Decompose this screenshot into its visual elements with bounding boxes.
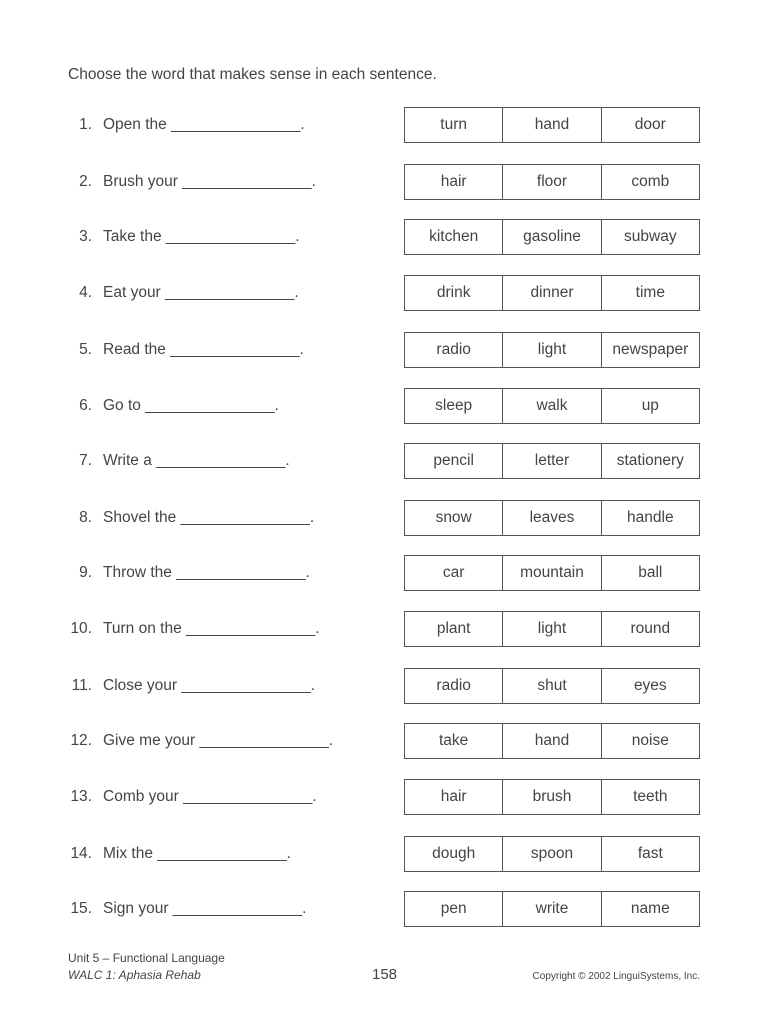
item-sentence: Shovel the _______________. [103, 509, 315, 526]
choice-option[interactable]: floor [502, 165, 600, 199]
item-sentence: Eat your _______________. [103, 284, 299, 301]
item-sentence: Take the _______________. [103, 228, 300, 245]
item-sentence: Give me your _______________. [103, 732, 334, 749]
choice-option[interactable]: kitchen [429, 228, 479, 245]
page-number: 158 [372, 966, 398, 983]
choice-option[interactable]: door [601, 108, 699, 142]
exercise-row [0, 106, 768, 144]
choice-option[interactable]: fast [601, 837, 699, 871]
item-number: 1. [79, 116, 92, 133]
choice-option[interactable]: letter [502, 444, 600, 478]
choice-box [404, 500, 700, 536]
choice-option[interactable]: stationery [601, 444, 699, 478]
choice-option[interactable]: subway [601, 220, 699, 254]
choice-option[interactable]: hair [440, 173, 467, 190]
item-number: 2. [79, 173, 92, 190]
choice-box [404, 723, 700, 759]
choice-option[interactable]: sleep [435, 397, 473, 414]
choice-box [404, 779, 700, 815]
choice-box [404, 275, 700, 311]
choice-option[interactable]: leaves [502, 501, 600, 535]
choice-option[interactable]: car [442, 564, 465, 581]
instructions: Choose the word that makes sense in each sentence. [68, 66, 437, 83]
choice-option[interactable]: brush [502, 780, 600, 814]
item-number: 13. [70, 788, 92, 805]
choice-option[interactable]: teeth [601, 780, 699, 814]
footer-course: WALC 1: Aphasia Rehab [68, 968, 201, 982]
exercise-row [0, 890, 768, 928]
choice-option[interactable]: comb [601, 165, 699, 199]
choice-box [404, 555, 700, 591]
item-number: 11. [71, 677, 92, 694]
choice-box [404, 668, 700, 704]
exercise-row [0, 835, 768, 873]
item-number: 8. [79, 509, 92, 526]
item-sentence: Throw the _______________. [103, 564, 310, 581]
choice-box [404, 836, 700, 872]
choice-option[interactable]: shut [502, 669, 600, 703]
choice-option[interactable]: take [439, 732, 469, 749]
item-sentence: Close your _______________. [103, 677, 316, 694]
item-sentence: Read the _______________. [103, 341, 304, 358]
choice-option[interactable]: light [502, 333, 600, 367]
choice-box [404, 388, 700, 424]
choice-option[interactable]: pen [440, 900, 467, 917]
choice-option[interactable]: ball [601, 556, 699, 590]
choice-option[interactable]: eyes [601, 669, 699, 703]
choice-option[interactable]: dinner [502, 276, 600, 310]
choice-option[interactable]: hand [502, 108, 600, 142]
footer-left [68, 950, 225, 984]
choice-option[interactable]: spoon [502, 837, 600, 871]
item-number: 3. [79, 228, 92, 245]
item-sentence: Sign your _______________. [103, 900, 307, 917]
exercise-row [0, 667, 768, 705]
item-number: 10. [70, 620, 92, 637]
item-sentence: Comb your _______________. [103, 788, 317, 805]
choice-option[interactable]: snow [435, 509, 472, 526]
choice-box [404, 219, 700, 255]
item-sentence: Write a _______________. [103, 452, 290, 469]
item-number: 4. [79, 284, 92, 301]
exercise-row [0, 331, 768, 369]
choice-box [404, 611, 700, 647]
item-number: 15. [70, 900, 92, 917]
choice-option[interactable]: plant [436, 620, 471, 637]
choice-option[interactable]: pencil [433, 452, 474, 469]
item-sentence: Open the _______________. [103, 116, 305, 133]
item-number: 12. [70, 732, 92, 749]
choice-option[interactable]: gasoline [502, 220, 600, 254]
choice-option[interactable]: drink [436, 284, 471, 301]
choice-option[interactable]: hand [502, 724, 600, 758]
exercise-row [0, 554, 768, 592]
exercise-row [0, 778, 768, 816]
item-sentence: Turn on the _______________. [103, 620, 320, 637]
exercise-row [0, 442, 768, 480]
choice-option[interactable]: write [502, 892, 600, 926]
footer-unit: Unit 5 – Functional Language [68, 951, 225, 965]
item-sentence: Mix the _______________. [103, 845, 291, 862]
choice-box [404, 164, 700, 200]
choice-option[interactable]: handle [601, 501, 699, 535]
choice-box [404, 891, 700, 927]
item-number: 14. [70, 845, 92, 862]
item-number: 9. [79, 564, 92, 581]
choice-option[interactable]: hair [440, 788, 467, 805]
item-sentence: Go to _______________. [103, 397, 279, 414]
choice-option[interactable]: mountain [502, 556, 600, 590]
choice-option[interactable]: walk [502, 389, 600, 423]
exercise-row [0, 387, 768, 425]
choice-option[interactable]: radio [436, 677, 471, 694]
exercise-row [0, 218, 768, 256]
choice-option[interactable]: radio [436, 341, 471, 358]
choice-option[interactable]: turn [440, 116, 468, 133]
choice-box [404, 332, 700, 368]
choice-option[interactable]: light [502, 612, 600, 646]
choice-option[interactable]: round [601, 612, 699, 646]
choice-option[interactable]: dough [432, 845, 476, 862]
choice-box [404, 443, 700, 479]
exercise-row [0, 274, 768, 312]
exercise-row [0, 722, 768, 760]
item-number: 6. [79, 397, 92, 414]
choice-option[interactable]: up [601, 389, 699, 423]
choice-option[interactable]: name [601, 892, 699, 926]
choice-box [404, 107, 700, 143]
choice-option[interactable]: noise [601, 724, 699, 758]
copyright: Copyright © 2002 LinguiSystems, Inc. [532, 971, 700, 982]
choice-option[interactable]: time [601, 276, 699, 310]
exercise-row [0, 499, 768, 537]
item-sentence: Brush your _______________. [103, 173, 316, 190]
item-number: 5. [79, 341, 92, 358]
exercise-row [0, 610, 768, 648]
exercise-row [0, 163, 768, 201]
choice-option[interactable]: newspaper [601, 333, 699, 367]
item-number: 7. [79, 452, 92, 469]
